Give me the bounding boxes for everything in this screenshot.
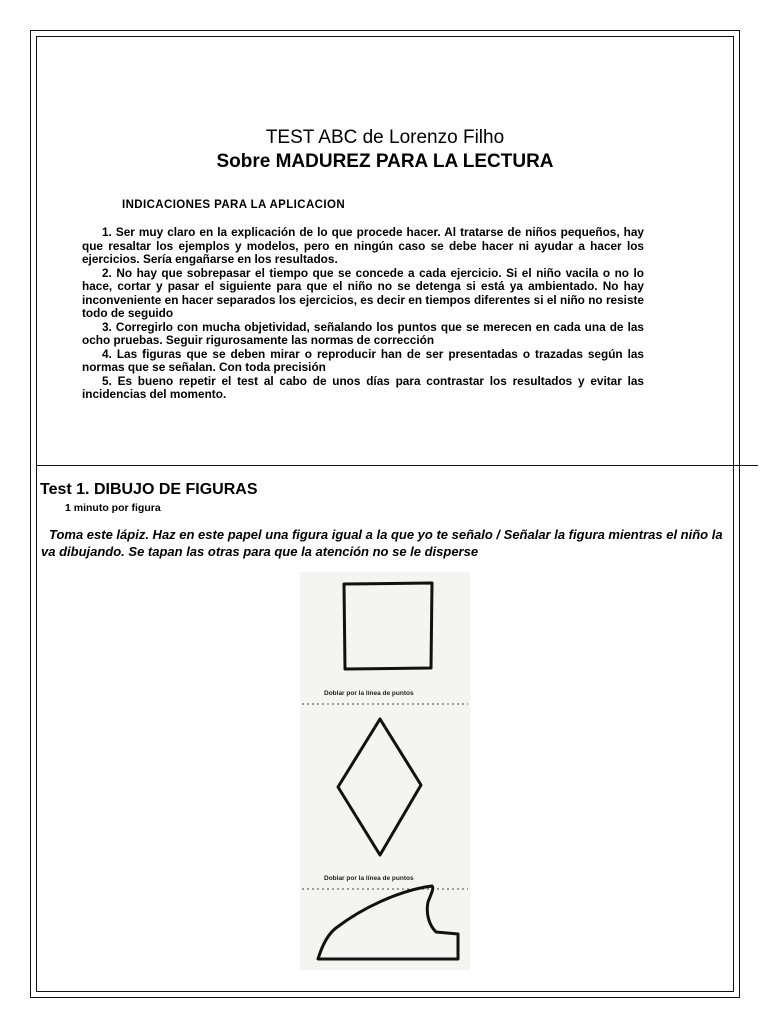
instructions-list [82, 226, 644, 402]
fold-label-2: Doblar por la línea de puntos [324, 875, 414, 882]
test-instruction: Toma este lápiz. Haz en este papel una figura igual a la que yo te señalo / Señalar la figura mientras el niño la va dibujando. Se tapan las otras para que la atención no se le disperse [41, 527, 723, 559]
section-divider [36, 465, 758, 466]
indications-heading: INDICACIONES PARA LA APLICACION [122, 199, 346, 211]
figure-sheet [300, 572, 470, 970]
document-title: TEST ABC de Lorenzo Filho [265, 127, 505, 148]
test-title: Test 1. DIBUJO DE FIGURAS [40, 481, 258, 498]
instruction-item-3: 3. Corregirlo con mucha objetividad, señalando los puntos que se merecen en cada una de las ocho pruebas. Seguir rigurosamente las normas de corrección [82, 319, 644, 347]
document-subtitle: Sobre MADUREZ PARA LA LECTURA [216, 151, 554, 172]
curved-figure [318, 886, 458, 959]
instruction-item-2: 2. No hay que sobrepasar el tiempo que se concede a cada ejercicio. Si el niño vacila o no lo hace, cortar y pasar el siguiente para que el niño no se detenga si está ya ambientado. No hay inconveniente en hacer separados los ejercicios, es decir en tiempos diferentes si el niño no resiste todo de seguido [82, 265, 644, 320]
figure-drawings [300, 572, 470, 970]
test-time-limit: 1 minuto por figura [65, 502, 161, 514]
instruction-item-1: 1. Ser muy claro en la explicación de lo que procede hacer. Al tratarse de niños pequeños, hay que resaltar los ejemplos y modelos, pero en ningún caso se debe hacer ni ayudar a hacer los ejercicios. Sería engañarse en los resultados. [82, 225, 644, 266]
instruction-item-4: 4. Las figuras que se deben mirar o reproducir han de ser presentadas o trazadas según las normas que se señalan. Con toda precisión [82, 346, 644, 374]
instruction-item-5: 5. Es bueno repetir el test al cabo de unos días para contrastar los resultados y evitar las incidencias del momento. [82, 373, 644, 401]
fold-label-1: Doblar por la línea de puntos [324, 690, 414, 697]
square-figure [344, 583, 432, 669]
rhombus-figure [338, 719, 421, 855]
